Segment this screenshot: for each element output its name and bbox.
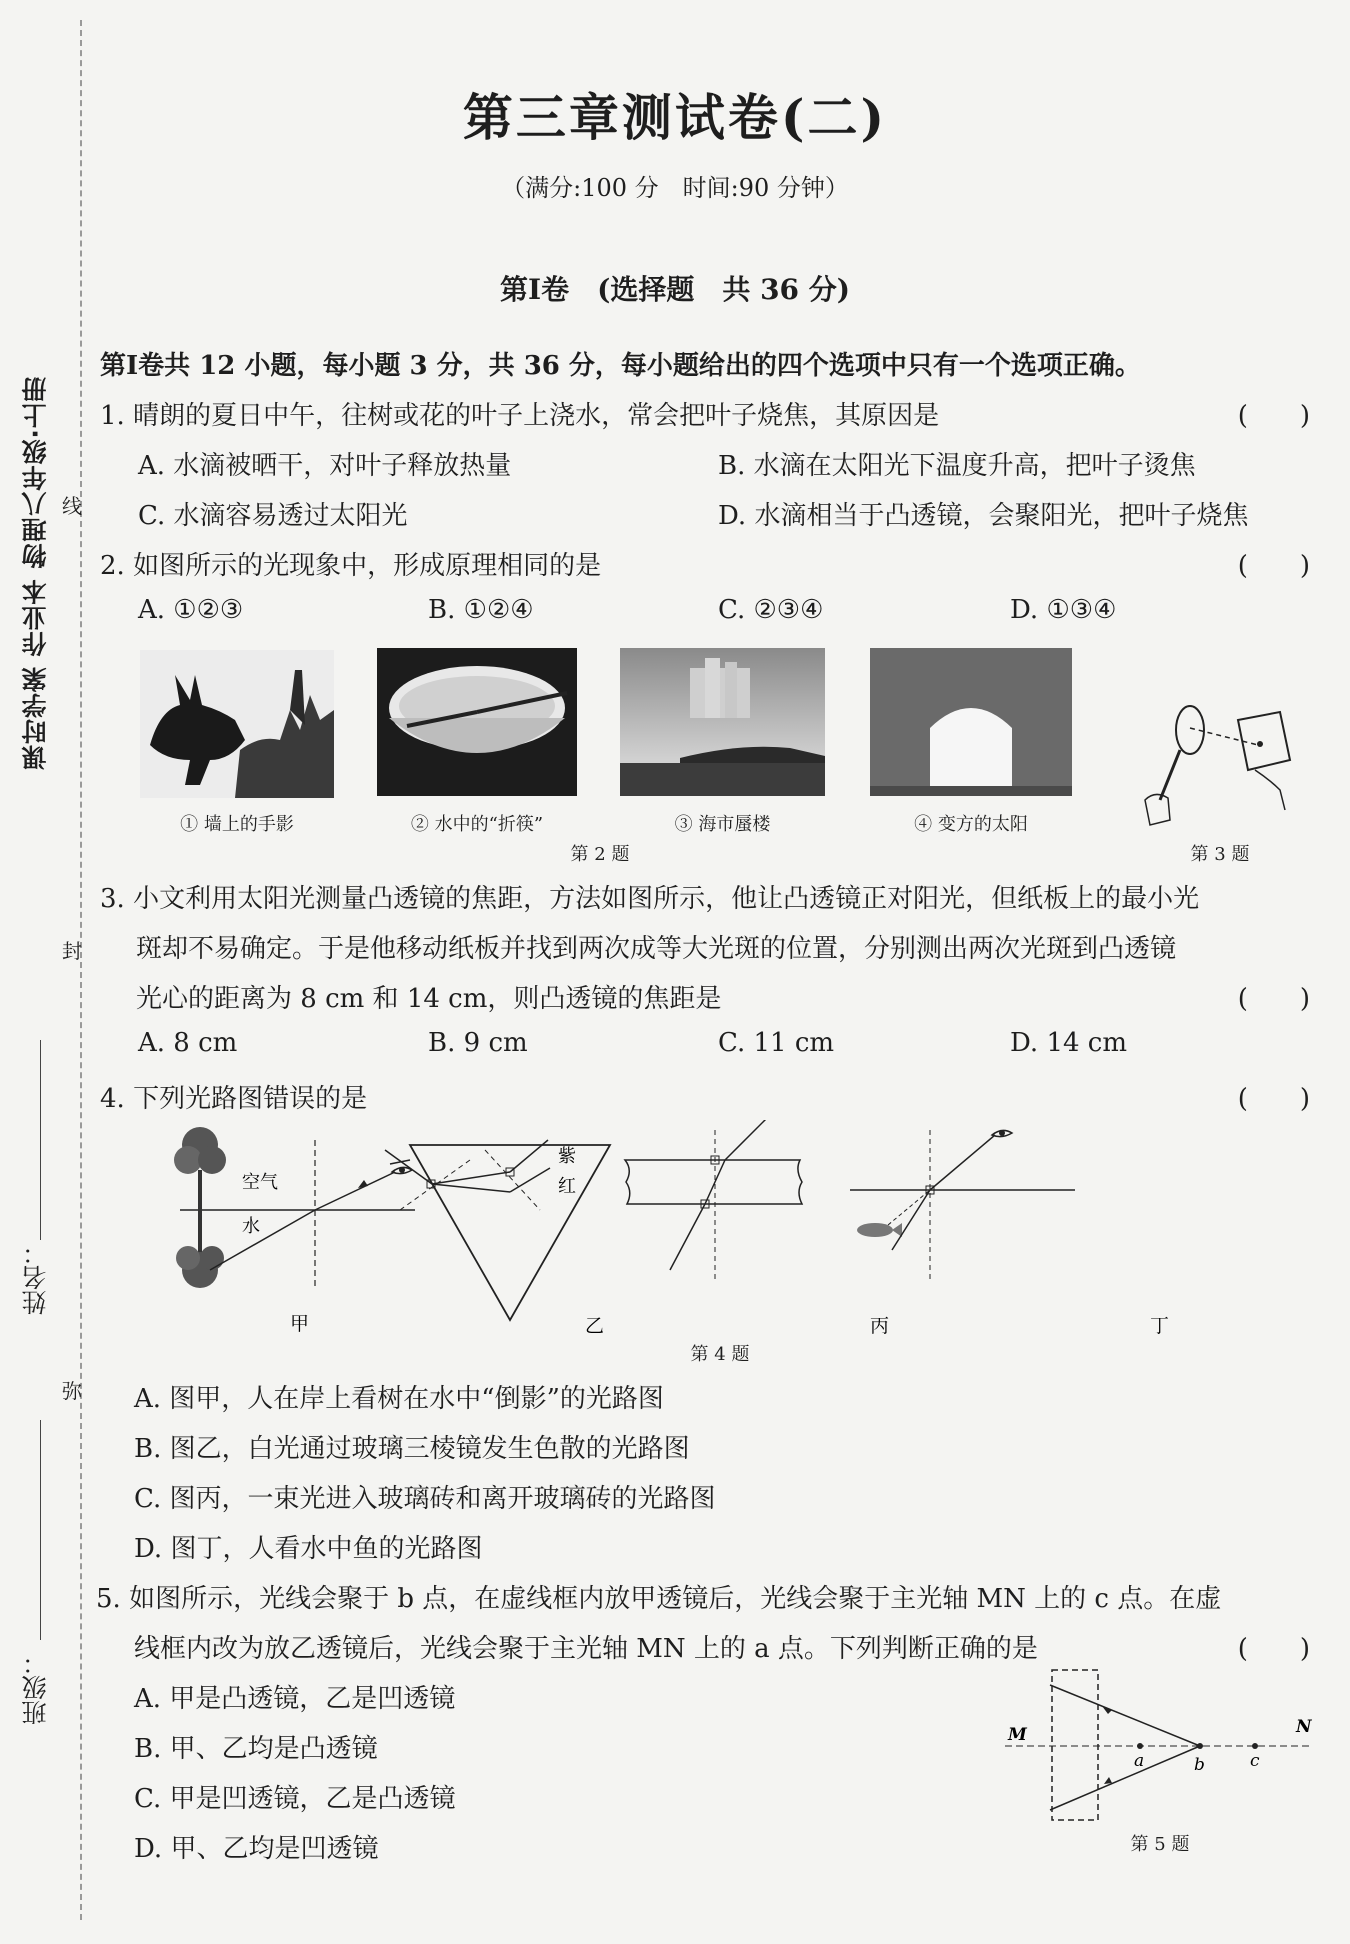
fig-label-jia: 甲 (290, 1313, 310, 1335)
q2-option-c: C. ②③④ (718, 595, 824, 625)
diagram-bing (625, 1120, 802, 1280)
q3-option-b: B. 9 cm (428, 1028, 528, 1058)
q3-answer-paren: ( ) (1237, 984, 1310, 1014)
q1-option-d: D. 水滴相当于凸透镜，会聚阳光，把叶子烧焦 (718, 501, 1249, 531)
q5-answer-paren: ( ) (1237, 1634, 1310, 1664)
q1-stem: 1. 晴朗的夏日中午，往树或花的叶子上浇水，常会把叶子烧焦，其原因是 (100, 401, 940, 431)
book-title: 课时学案 作业本 物理八年级·上册 (21, 376, 50, 770)
square-sun-image (870, 648, 1072, 796)
fig-label-yi: 乙 (585, 1315, 605, 1337)
mirage-image (620, 648, 825, 796)
q3-figure-label: 第 3 题 (1190, 844, 1250, 865)
q2-option-d: D. ①③④ (1010, 595, 1117, 625)
class-label: 班级： (21, 1650, 50, 1725)
q4-option-b: B. 图乙，白光通过玻璃三棱镜发生色散的光路图 (134, 1434, 690, 1464)
q4-option-c: C. 图丙，一束光进入玻璃砖和离开玻璃砖的光路图 (134, 1484, 716, 1514)
q2-option-a: A. ①②③ (138, 595, 244, 625)
q5-option-b: B. 甲、乙均是凸透镜 (134, 1734, 378, 1764)
water-label: 水 (242, 1216, 260, 1237)
q1-option-a: A. 水滴被晒干，对叶子释放热量 (138, 451, 512, 481)
q4-figure-label: 第 4 题 (690, 1344, 750, 1365)
air-label: 空气 (242, 1172, 278, 1193)
seal-char-xian: 线 (62, 494, 82, 518)
point-label-b: b (1194, 1755, 1205, 1775)
q4-stem: 4. 下列光路图错误的是 (100, 1084, 368, 1114)
q1-answer-paren: ( ) (1237, 401, 1310, 431)
q2-caption-2: ② 水中的“折筷” (410, 814, 544, 835)
axis-label-n: N (1296, 1717, 1312, 1737)
point-label-c: c (1250, 1751, 1260, 1771)
q2-option-b: B. ①②④ (428, 595, 534, 625)
seal-char-feng: 封 (62, 939, 82, 963)
q2-stem: 2. 如图所示的光现象中，形成原理相同的是 (100, 551, 602, 581)
diagram-jia (174, 1127, 415, 1290)
q4-option-d: D. 图丁，人看水中鱼的光路图 (134, 1534, 483, 1564)
q1-option-c: C. 水滴容易透过太阳光 (138, 501, 408, 531)
class-blank-line (40, 1420, 41, 1640)
q5-option-d: D. 甲、乙均是凹透镜 (134, 1834, 379, 1864)
q2-answer-paren: ( ) (1237, 551, 1310, 581)
q2-figure-label: 第 2 题 (570, 844, 630, 865)
q3-option-d: D. 14 cm (1010, 1028, 1128, 1058)
q3-stem-line-2: 斑却不易确定。于是他移动纸板并找到两次成等大光斑的位置，分别测出两次光斑到凸透镜 (136, 934, 1177, 964)
q3-option-c: C. 11 cm (718, 1028, 835, 1058)
lens-measurement-drawing (1120, 690, 1310, 830)
diagram-yi (385, 1140, 610, 1320)
section-instruction: 第Ⅰ卷共 12 小题，每小题 3 分，共 36 分，每小题给出的四个选项中只有一个选项正确。 (100, 351, 1141, 381)
page-subtitle: （满分:100 分 时间:90 分钟） (501, 174, 849, 202)
seal-char-mi: 弥 (62, 1379, 82, 1403)
q5-stem-line-2: 线框内改为放乙透镜后，光线会聚于主光轴 MN 上的 a 点。下列判断正确的是 (134, 1634, 1038, 1664)
hand-shadow-image (140, 650, 334, 798)
page-title: 第三章测试卷(二) (462, 88, 888, 147)
fig-label-ding: 丁 (1150, 1315, 1170, 1337)
q3-stem-line-1: 3. 小文利用太阳光测量凸透镜的焦距，方法如图所示，他让凸透镜正对阳光，但纸板上的最小光 (100, 884, 1200, 914)
diagram-ding (850, 1130, 1075, 1280)
q1-option-b: B. 水滴在太阳光下温度升高，把叶子烫焦 (718, 451, 1196, 481)
q4-option-a: A. 图甲，人在岸上看树在水中“倒影”的光路图 (134, 1384, 664, 1414)
bent-chopstick-image (377, 648, 577, 796)
q5-option-a: A. 甲是凸透镜，乙是凹透镜 (134, 1684, 456, 1714)
section-title: 第Ⅰ卷 (选择题 共 36 分) (499, 273, 851, 306)
name-label: 姓名： (21, 1240, 50, 1315)
name-blank-line (40, 1040, 41, 1240)
q4-light-path-diagrams (170, 1120, 1280, 1360)
q5-option-c: C. 甲是凹透镜，乙是凸透镜 (134, 1784, 456, 1814)
q4-answer-paren: ( ) (1237, 1084, 1310, 1114)
violet-label: 紫 (558, 1146, 576, 1167)
q3-option-a: A. 8 cm (138, 1028, 238, 1058)
q5-figure-label: 第 5 题 (1130, 1834, 1190, 1855)
q5-lens-diagram (1000, 1660, 1320, 1830)
q5-stem-line-1: 5. 如图所示，光线会聚于 b 点，在虚线框内放甲透镜后，光线会聚于主光轴 MN 上的 c 点。在虚 (96, 1584, 1222, 1614)
q2-caption-4: ④ 变方的太阳 (914, 814, 1028, 835)
q2-caption-3: ③ 海市蜃楼 (674, 814, 771, 835)
red-label: 红 (558, 1176, 576, 1197)
q3-stem-line-3: 光心的距离为 8 cm 和 14 cm，则凸透镜的焦距是 (136, 984, 722, 1014)
fig-label-bing: 丙 (870, 1315, 890, 1337)
axis-label-m: M (1008, 1725, 1027, 1745)
point-label-a: a (1134, 1751, 1145, 1771)
q2-caption-1: ① 墙上的手影 (180, 814, 294, 835)
